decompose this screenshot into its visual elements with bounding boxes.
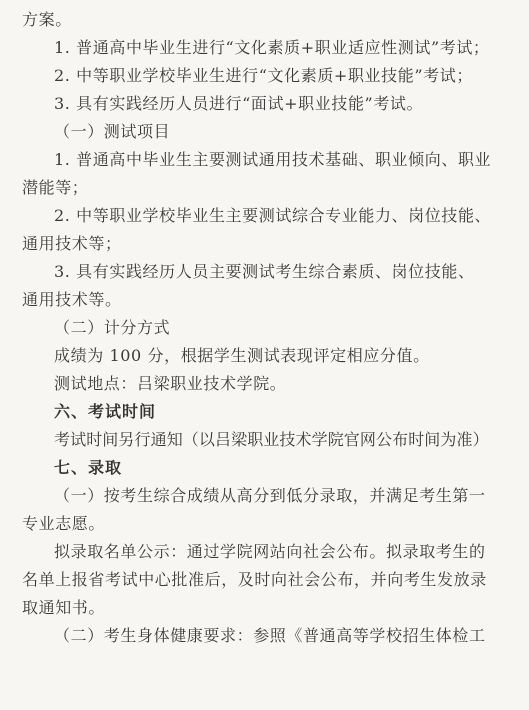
text-line: 潜能等； bbox=[22, 178, 89, 197]
text-line: 取通知书。 bbox=[22, 598, 106, 617]
text-line: 通用技术等； bbox=[22, 234, 122, 253]
section-heading: 六、考试时间 bbox=[54, 402, 157, 421]
text-line: 专业志愿。 bbox=[22, 514, 106, 533]
text-line: 1. 普通高中毕业生进行“文化素质+职业适应性测试”考试； bbox=[54, 38, 490, 57]
subsection-title: （二）计分方式 bbox=[54, 318, 171, 337]
subsection-title: （一）测试项目 bbox=[54, 122, 171, 141]
text-line: 拟录取名单公示：通过学院网站向社会公布。拟录取考生的 bbox=[54, 542, 486, 561]
text-line: 3. 具有实践经历人员进行“面试+职业技能”考试。 bbox=[54, 94, 424, 113]
text-line: 方案。 bbox=[22, 10, 72, 29]
text-line: 名单上报省考试中心批准后，及时向社会公布，并向考生发放录 bbox=[22, 570, 487, 589]
text-line: 3. 具有实践经历人员主要测试考生综合素质、岗位技能、 bbox=[54, 262, 475, 281]
text-line: 考试时间另行通知（以吕梁职业技术学院官网公布时间为准） bbox=[54, 430, 489, 449]
text-line: 2. 中等职业学校毕业生进行“文化素质+职业技能”考试； bbox=[54, 66, 473, 85]
text-line: （一）按考生综合成绩从高分到低分录取，并满足考生第一 bbox=[54, 486, 486, 505]
section-heading: 七、录取 bbox=[54, 458, 123, 477]
text-line: （二）考生身体健康要求：参照《普通高等学校招生体检工 bbox=[54, 626, 486, 645]
text-line: 成绩为 100 分，根据学生测试表现评定相应分值。 bbox=[54, 346, 430, 365]
text-line: 通用技术等。 bbox=[22, 290, 122, 309]
text-line: 2. 中等职业学校毕业生主要测试综合专业能力、岗位技能、 bbox=[54, 206, 492, 225]
text-line: 1. 普通高中毕业生主要测试通用技术基础、职业倾向、职业 bbox=[54, 150, 492, 169]
text-line: 测试地点：吕梁职业技术学院。 bbox=[54, 374, 287, 393]
